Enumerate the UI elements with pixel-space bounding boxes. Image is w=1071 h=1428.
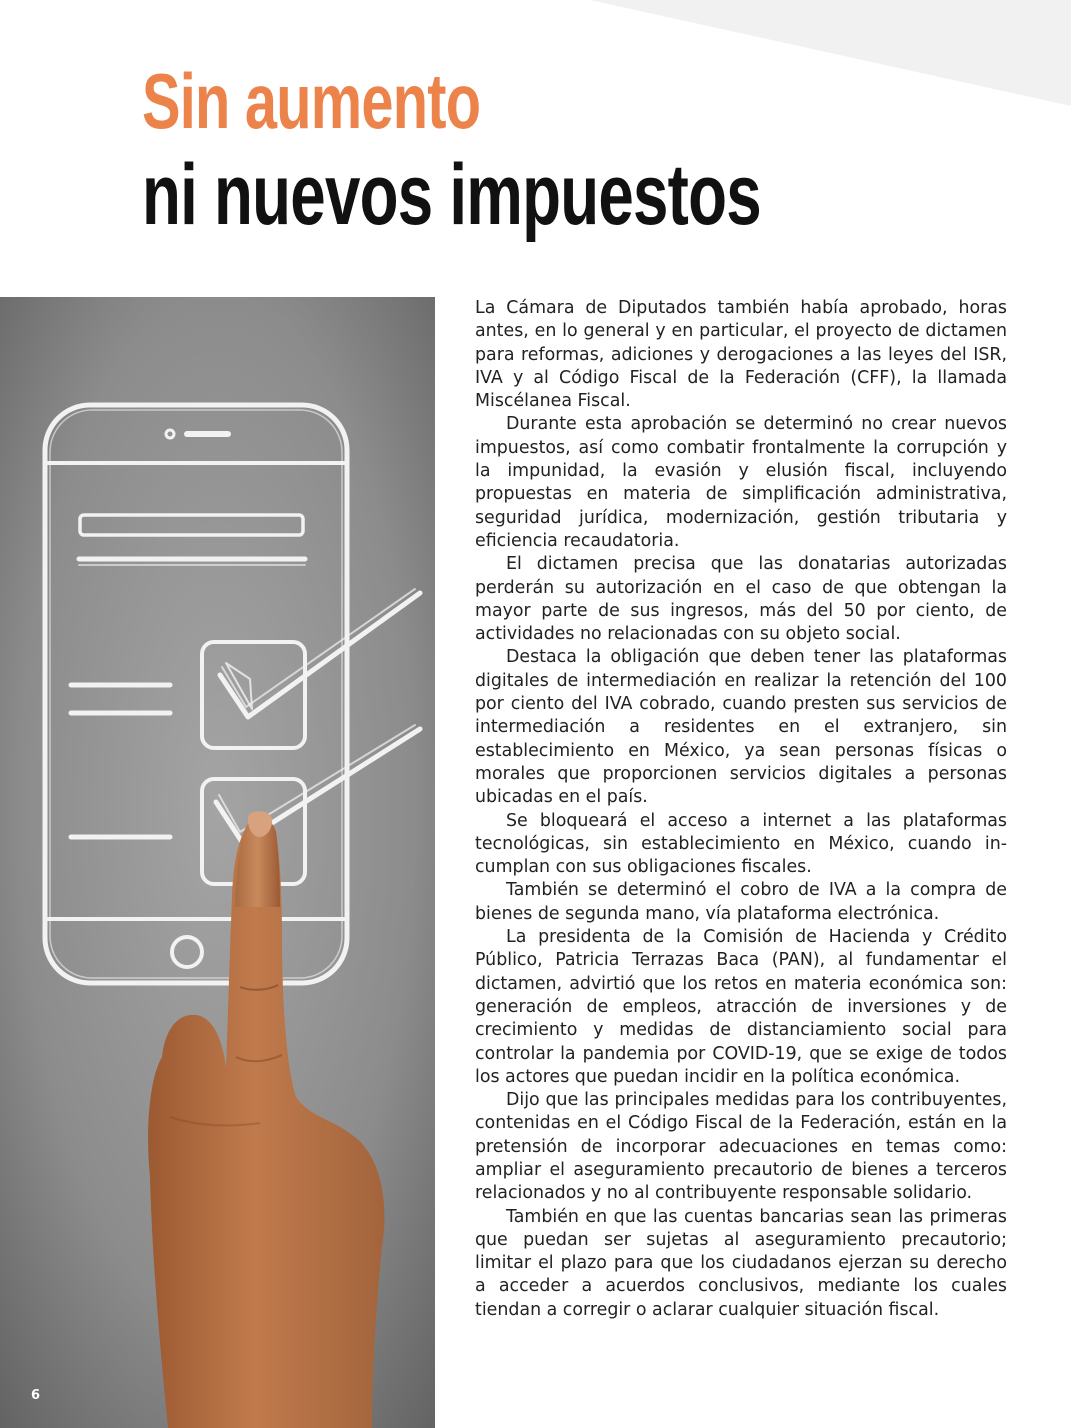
article-paragraph: Durante esta aprobación se determinó no crear nuevos impuestos, así como combatir frontalmente la corrupción y la impunidad, la evasión y elusión fiscal, incluyendo propuestas en materia de simplificación administrativa, seguridad jurídica, modernización, gestión tributaria y eficiencia recaudatoria. [475, 414, 1007, 551]
article-paragraph: También en que las cuentas bancarias sean las primeras que puedan ser sujetas al aseguramiento precautorio; limitar el plazo para que los ciudadanos ejerzan su derecho a acceder a acuerdos conclusivos, mediante los cuales tiendan a corregir o aclarar cualquier situación fiscal. [475, 1206, 1007, 1320]
article-paragraph: Destaca la obligación que deben tener las plataformas digitales de intermediación en realizar la retención del 100 por ciento del IVA cobrado, cuando presten sus servicios de intermediación a residentes en el extranjero, sin establecimiento en México, ya sean personas físicas o morales que proporcionen servicios digitales a personas ubicadas en el país. [475, 647, 1007, 808]
page-number: 6 [31, 1388, 41, 1403]
article-paragraph: La Cámara de Diputados también había aprobado, horas antes, en lo general y en particular, el proyecto de dictamen para reformas, adiciones y derogaciones a las leyes del ISR, IVA y al Código Fiscal de la Federación (CFF), la llamada Miscélanea Fiscal. [475, 298, 1007, 412]
article-paragraph: Se bloqueará el acceso a internet a las plataformas tecnológicas, sin establecimiento en México, cuando incumplan con sus obligaciones fiscales. [475, 810, 1007, 878]
chalk-phone-hand-photo [0, 297, 435, 1428]
headline-accent-line: Sin aumento [142, 57, 481, 145]
article-paragraph: También se determinó el cobro de IVA a la compra de bienes de segunda mano, vía plataforma electrónica. [475, 880, 1007, 924]
article-paragraph: El dictamen precisa que las donatarias autorizadas perderán su autorización en el caso de que obtengan la mayor parte de sus ingresos, más del 50 por ciento, de actividades no relacionadas con su objeto social. [475, 554, 1007, 645]
article-paragraph: La presidenta de la Comisión de Hacienda y Crédito Público, Patricia Terrazas Baca (PAN), al fundamentar el dictamen, advirtió que los retos en materia económica son: generación de empleos, atracción de inversiones y de crecimiento y medidas de distanciamiento social para controlar la pandemia por COVID-19, que se exige de todos los actores que puedan incidir en la política económica. [475, 927, 1007, 1087]
article-body [475, 297, 1007, 1322]
headline-main-line: ni nuevos impuestos [142, 147, 761, 243]
article-paragraph: Dijo que las principales medidas para los contribuyentes, contenidas en el Código Fiscal de la Federación, están en la pretensión de incorporar adecuaciones en temas como: ampliar el aseguramiento precautorio de bienes a terceros relacionados y no al contribuyente responsable solidario. [475, 1090, 1007, 1204]
